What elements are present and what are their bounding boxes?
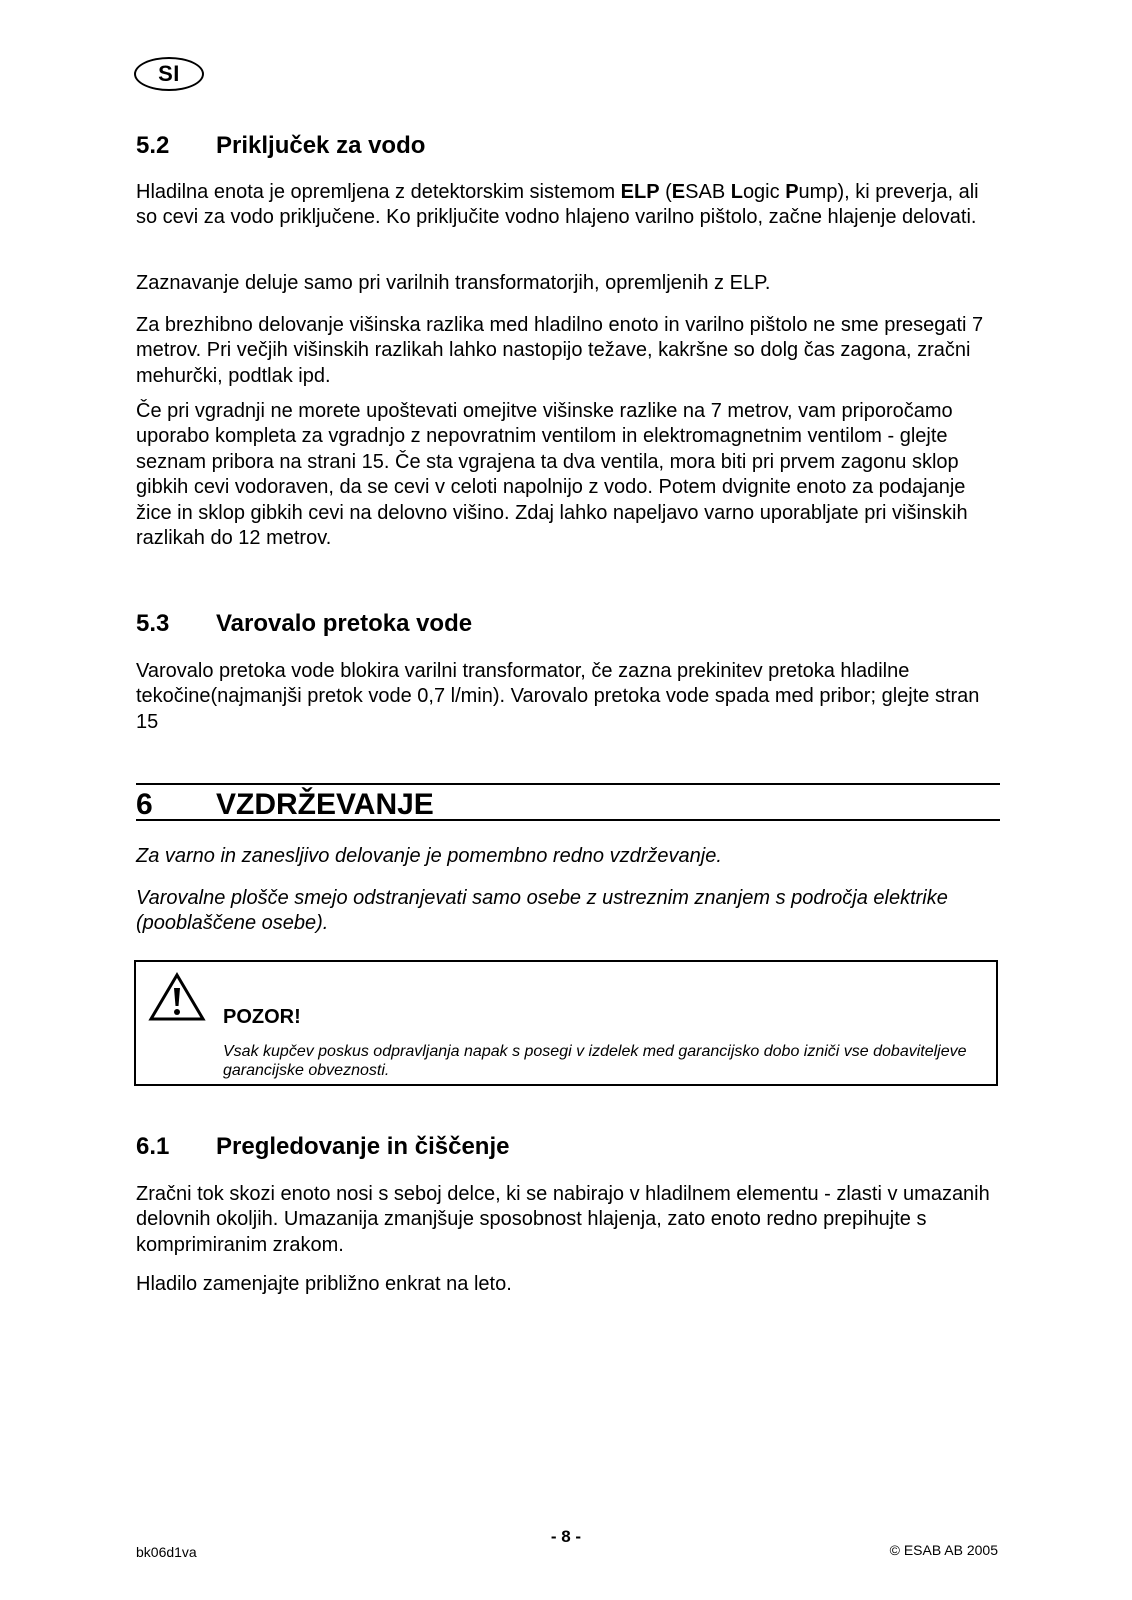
warning-box	[134, 960, 998, 1086]
section-title: Pregledovanje in čiščenje	[216, 1133, 510, 1160]
text-run: Hladilna enota je opremljena z detektorskim sistemom	[136, 181, 621, 203]
paragraph-airflow: Zračni tok skozi enoto nosi s seboj delce, ki se nabirajo v hladilnem elementu - zlasti v umazanih delovnih okoljih. Umazanija zmanjšuje sposobnost hlajenja, zato enoto redno prepihujte s komprimiranim zrakom.	[136, 1183, 990, 1256]
chapter-heading-6	[136, 783, 1000, 821]
page-number: - 8 -	[550, 1527, 582, 1546]
text-run-bold: ELP	[620, 181, 660, 203]
paragraph-elp	[136, 180, 1000, 231]
document-code: bk06d1va	[136, 1544, 197, 1560]
section-number: 6.1	[136, 1133, 170, 1160]
warning-text: Vsak kupčev poskus odpravljanja napak s posegi v izdelek med garancijsko dobo izniči vse dobaviteljeve garancijske obveznosti.	[223, 1043, 967, 1079]
text-run-bold: P	[785, 181, 799, 203]
paragraph-flow-guard: Varovalo pretoka vode blokira varilni transformator, če zazna prekinitev pretoka hladilne tekočine(najmanjši pretok vode 0,7 l/min). Varovalo pretoka vode spada med pribor; glejte stran 15	[136, 660, 980, 733]
chapter-title: VZDRŽEVANJE	[216, 788, 434, 821]
language-badge: SI	[134, 57, 204, 91]
text-run: SAB	[685, 181, 731, 203]
paragraph-detection: Zaznavanje deluje samo pri varilnih transformatorjih, opremljenih z ELP.	[136, 272, 771, 294]
paragraph-installation: Če pri vgradnji ne morete upoštevati omejitve višinske razlike na 7 metrov, vam priporočamo uporabo kompleta za vgradnjo z nepovratnim ventilom in elektromagnetnim ventilom - glejte seznam pribora na strani 15. Če sta vgrajena ta dva ventila, mora biti pri prvem zagonu sklop gibkih cevi vodoraven, da se cevi v celoti napolnijo z vodo. Potem dvignite enoto za podajanje žice in sklop gibkih cevi na delovno višino. Zdaj lahko napeljavo varno uporabljate pri višinskih razlikah do 12 metrov.	[136, 400, 968, 550]
section-title: Priključek za vodo	[216, 132, 426, 159]
chapter-number: 6	[136, 788, 153, 821]
section-number: 5.2	[136, 132, 170, 159]
section-title: Varovalo pretoka vode	[216, 610, 473, 637]
paragraph-maintenance-note: Za varno in zanesljivo delovanje je pomembno redno vzdrževanje.	[136, 845, 722, 867]
text-run-bold: E	[671, 181, 686, 203]
copyright: © ESAB AB 2005	[889, 1542, 998, 1558]
text-run: (	[659, 181, 672, 203]
warning-title: POZOR!	[223, 1006, 301, 1028]
paragraph-coolant: Hladilo zamenjajte približno enkrat na leto.	[136, 1273, 512, 1295]
text-run: ump), ki preverja, ali so cevi za vodo priključene. Ko priključite vodno hlajeno varilno pištolo, začne hlajenje delovati.	[136, 181, 979, 229]
section-number: 5.3	[136, 610, 170, 637]
warning-triangle-icon	[148, 972, 206, 1022]
paragraph-cover-plates: Varovalne plošče smejo odstranjevati samo osebe z ustreznim znanjem s področja elektrike (pooblaščene osebe).	[136, 887, 948, 935]
text-run: ogic	[742, 181, 786, 203]
paragraph-height-difference: Za brezhibno delovanje višinska razlika med hladilno enoto in varilno pištolo ne sme presegati 7 metrov. Pri večjih višinskih razlikah lahko nastopijo težave, kakršne so dolg čas zagona, zračni mehurčki, podtlak ipd.	[136, 314, 984, 387]
text-run-bold: L	[730, 181, 743, 203]
